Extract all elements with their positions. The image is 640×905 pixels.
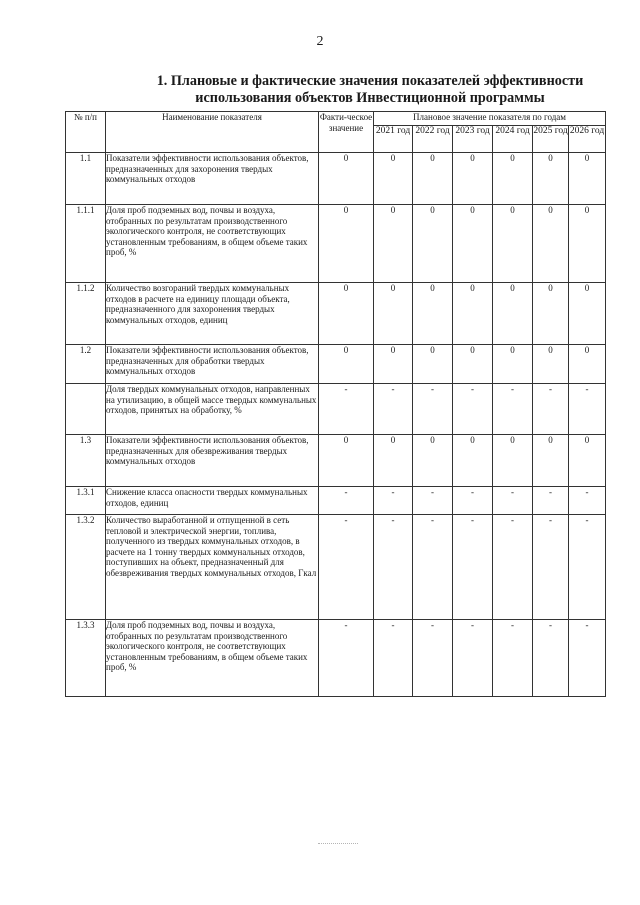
row-value-2026: 0	[569, 345, 606, 384]
row-value-2022: 0	[413, 283, 453, 345]
table-row	[66, 487, 606, 515]
row-indicator-name: Доля проб подземных вод, почвы и воздуха, отобранных по результатам производственного экологического контроля, не соответствующих установленным требованиям, в общем объеме таких проб, %	[106, 205, 319, 283]
row-value-2023: -	[453, 384, 493, 435]
row-number: 1.3.3	[66, 620, 106, 697]
row-value-2024: -	[493, 384, 533, 435]
row-value-2022: 0	[413, 345, 453, 384]
row-value-2026: -	[569, 384, 606, 435]
row-actual-value: 0	[319, 153, 374, 205]
row-value-2021: 0	[374, 345, 413, 384]
row-value-2025: 0	[533, 205, 569, 283]
row-value-2025: 0	[533, 345, 569, 384]
row-number: 1.3.1	[66, 487, 106, 515]
document-title-line-2: использования объектов Инвестиционной программы	[195, 90, 545, 106]
header-year-2025: 2025 год	[533, 126, 569, 153]
row-value-2024: 0	[493, 283, 533, 345]
header-year-2024: 2024 год	[493, 126, 533, 153]
row-value-2021: -	[374, 620, 413, 697]
row-value-2021: 0	[374, 205, 413, 283]
row-value-2025: 0	[533, 283, 569, 345]
row-value-2023: -	[453, 620, 493, 697]
row-value-2026: 0	[569, 153, 606, 205]
header-planned-values: Плановое значение показателя по годам	[374, 112, 606, 126]
header-number: № п/п	[66, 112, 106, 153]
row-value-2021: -	[374, 515, 413, 620]
row-value-2023: -	[453, 487, 493, 515]
row-indicator-name: Показатели эффективности использования объектов, предназначенных для обработки твердых коммунальных отходов	[106, 345, 319, 384]
row-actual-value: -	[319, 515, 374, 620]
row-value-2022: -	[413, 384, 453, 435]
header-year-2023: 2023 год	[453, 126, 493, 153]
row-indicator-name: Доля проб подземных вод, почвы и воздуха, отобранных по результатам производственного экологического контроля, не соответствующих установленным требованиям, в общем объеме таких проб, %	[106, 620, 319, 697]
table-row	[66, 283, 606, 345]
row-value-2022: -	[413, 515, 453, 620]
row-indicator-name: Доля твердых коммунальных отходов, направленных на утилизацию, в общей массе твердых коммунальных отходов, принятых на обработку, %	[106, 384, 319, 435]
row-number: 1.2	[66, 345, 106, 384]
row-value-2021: -	[374, 487, 413, 515]
row-number: 1.1.2	[66, 283, 106, 345]
header-year-2021: 2021 год	[374, 126, 413, 153]
row-actual-value: -	[319, 384, 374, 435]
row-value-2023: 0	[453, 283, 493, 345]
table-row	[66, 153, 606, 205]
header-year-2022: 2022 год	[413, 126, 453, 153]
row-actual-value: 0	[319, 435, 374, 487]
table-row	[66, 345, 606, 384]
page-number: 2	[316, 34, 324, 49]
row-value-2026: -	[569, 515, 606, 620]
row-value-2022: 0	[413, 153, 453, 205]
header-actual-value: Факти-ческое значение	[319, 112, 374, 153]
row-value-2022: 0	[413, 435, 453, 487]
row-value-2025: -	[533, 487, 569, 515]
table-row	[66, 435, 606, 487]
row-actual-value: -	[319, 620, 374, 697]
row-value-2021: 0	[374, 283, 413, 345]
row-value-2024: 0	[493, 205, 533, 283]
row-value-2026: 0	[569, 205, 606, 283]
document-title-line-1: 1. Плановые и фактические значения показателей эффективности	[156, 73, 584, 89]
row-indicator-name: Количество возгораний твердых коммунальных отходов в расчете на единицу площади объекта, предназначенного для захоронения твердых коммунальных отходов, единиц	[106, 283, 319, 345]
row-value-2021: 0	[374, 153, 413, 205]
row-actual-value: 0	[319, 205, 374, 283]
table-row	[66, 620, 606, 697]
row-number	[66, 384, 106, 435]
row-value-2023: 0	[453, 205, 493, 283]
row-value-2026: 0	[569, 435, 606, 487]
row-value-2026: -	[569, 487, 606, 515]
row-value-2021: 0	[374, 435, 413, 487]
table-row	[66, 205, 606, 283]
row-value-2026: 0	[569, 283, 606, 345]
row-value-2023: 0	[453, 345, 493, 384]
row-value-2024: 0	[493, 345, 533, 384]
header-indicator-name: Наименование показателя	[106, 112, 319, 153]
indicators-table	[65, 111, 606, 697]
row-value-2025: -	[533, 620, 569, 697]
scan-artifact-mark	[318, 843, 358, 846]
row-value-2022: -	[413, 620, 453, 697]
row-value-2023: 0	[453, 435, 493, 487]
row-value-2025: 0	[533, 153, 569, 205]
row-value-2024: 0	[493, 153, 533, 205]
row-number: 1.3	[66, 435, 106, 487]
row-number: 1.1.1	[66, 205, 106, 283]
row-value-2025: 0	[533, 435, 569, 487]
row-number: 1.1	[66, 153, 106, 205]
row-value-2022: -	[413, 487, 453, 515]
row-actual-value: -	[319, 487, 374, 515]
header-year-2026: 2026 год	[569, 126, 606, 153]
row-indicator-name: Количество выработанной и отпущенной в сеть тепловой и электрической энергии, топлива, полученного из твердых коммунальных отходов, в расчете на 1 тонну твердых коммунальных отходов, поступивших на объект, предназначенный для обезвреживания твердых коммунальных отходов, Гкал	[106, 515, 319, 620]
row-value-2024: -	[493, 487, 533, 515]
row-value-2024: -	[493, 515, 533, 620]
table-row	[66, 384, 606, 435]
row-indicator-name: Показатели эффективности использования объектов, предназначенных для захоронения твердых коммунальных отходов	[106, 153, 319, 205]
row-value-2024: -	[493, 620, 533, 697]
row-value-2026: -	[569, 620, 606, 697]
row-indicator-name: Показатели эффективности использования объектов, предназначенных для обезвреживания твердых коммунальных отходов	[106, 435, 319, 487]
row-value-2024: 0	[493, 435, 533, 487]
row-actual-value: 0	[319, 283, 374, 345]
row-indicator-name: Снижение класса опасности твердых коммунальных отходов, единиц	[106, 487, 319, 515]
row-actual-value: 0	[319, 345, 374, 384]
row-value-2022: 0	[413, 205, 453, 283]
row-value-2023: -	[453, 515, 493, 620]
row-value-2025: -	[533, 515, 569, 620]
table-row	[66, 515, 606, 620]
row-value-2023: 0	[453, 153, 493, 205]
row-value-2021: -	[374, 384, 413, 435]
row-number: 1.3.2	[66, 515, 106, 620]
row-value-2025: -	[533, 384, 569, 435]
document-title	[120, 73, 620, 107]
